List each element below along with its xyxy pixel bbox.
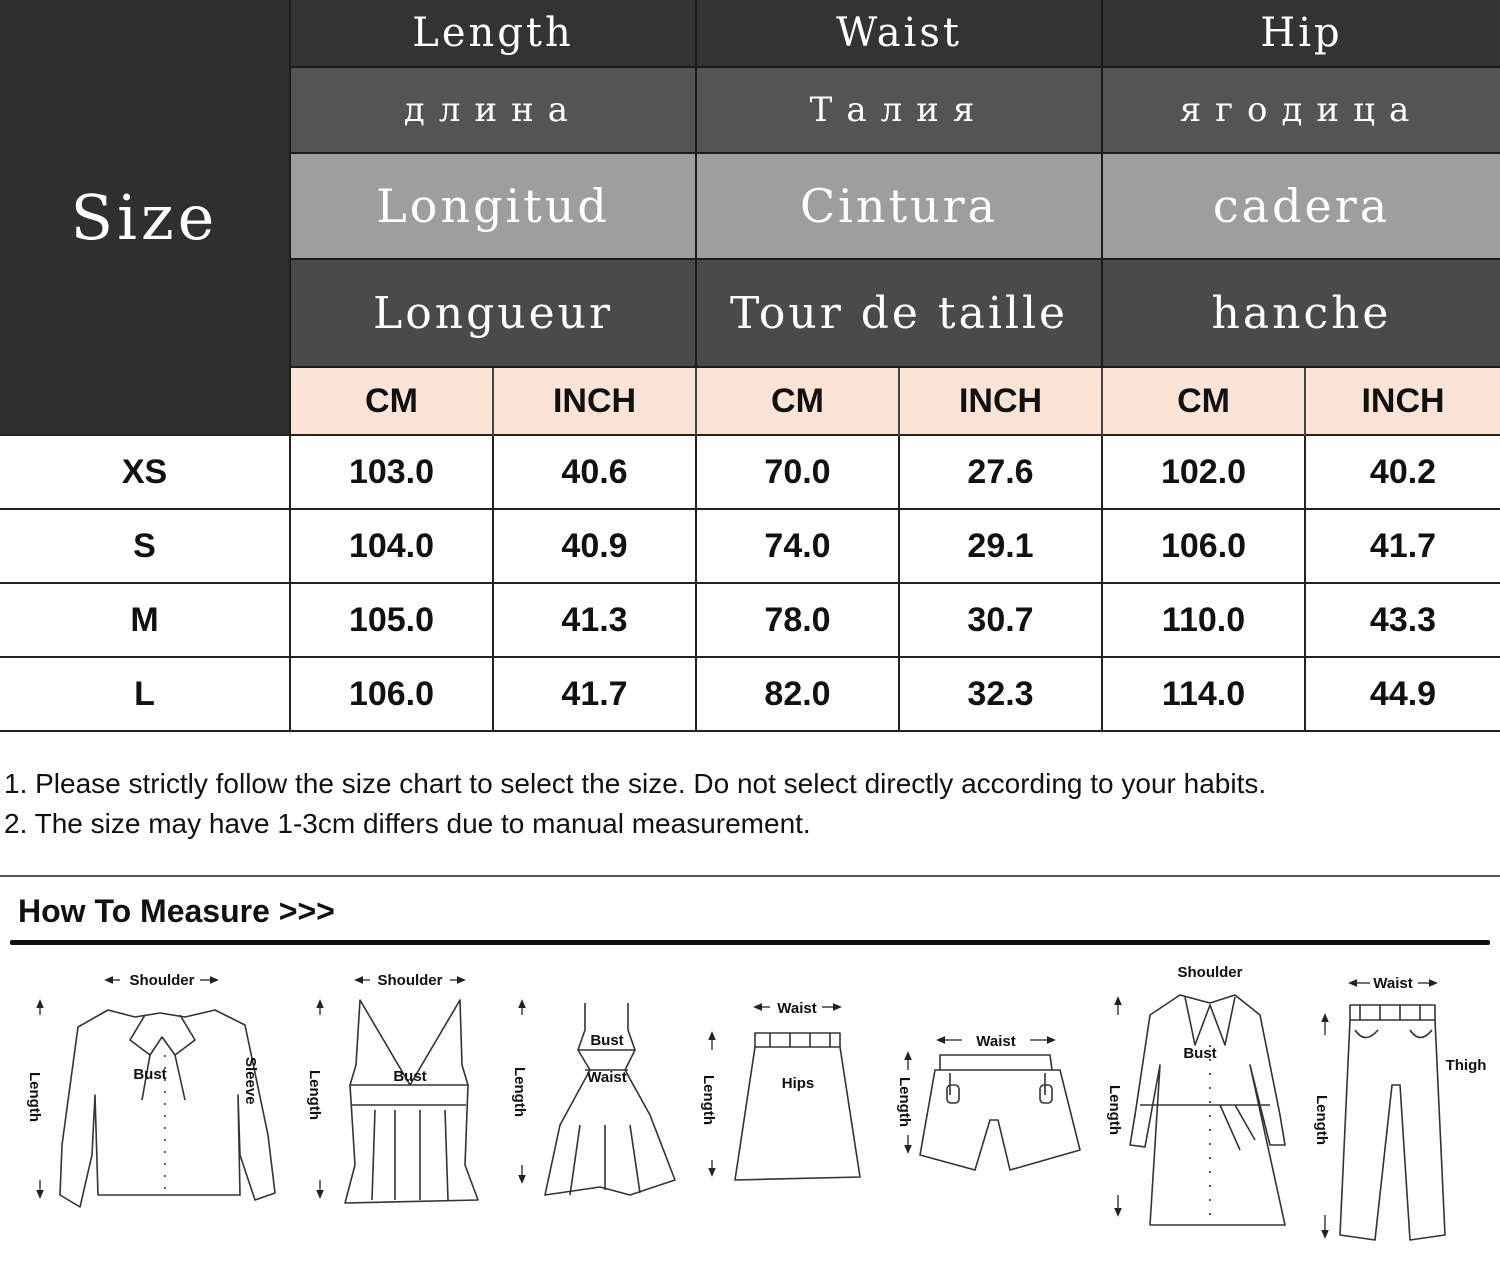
waist-header-ru: Талия xyxy=(696,67,1102,153)
skirt-icon xyxy=(735,1033,860,1180)
size-label: L xyxy=(0,657,290,731)
table-cell: 30.7 xyxy=(899,583,1102,657)
length-header-ru: длина xyxy=(290,67,696,153)
note-2: 2. The size may have 1-3cm differs due to manual measurement. xyxy=(4,808,811,839)
length-label: Length xyxy=(511,1067,528,1117)
length-header-fr: Longueur xyxy=(290,259,696,367)
table-cell: 102.0 xyxy=(1102,435,1305,509)
coat-icon xyxy=(1130,995,1285,1225)
table-cell: 70.0 xyxy=(696,435,899,509)
hip-header-ru: ягодица xyxy=(1102,67,1500,153)
waist-header-en: Waist xyxy=(696,0,1102,67)
bust-label: Bust xyxy=(393,1068,427,1085)
measurement-illustrations xyxy=(0,955,1500,1255)
how-to-measure-title: How To Measure >>> xyxy=(18,893,335,929)
size-label: S xyxy=(0,509,290,583)
table-cell: 104.0 xyxy=(290,509,493,583)
table-row xyxy=(0,509,1500,583)
length-header-en: Length xyxy=(290,0,696,67)
unit-header: CM xyxy=(696,367,899,435)
waist-label: Waist xyxy=(976,1033,1016,1050)
size-label: M xyxy=(0,583,290,657)
length-label: Length xyxy=(1313,1095,1330,1145)
table-cell: 40.6 xyxy=(493,435,696,509)
table-cell: 106.0 xyxy=(290,657,493,731)
waist-label: Waist xyxy=(777,1000,817,1017)
table-cell: 41.7 xyxy=(493,657,696,731)
divider xyxy=(10,940,1490,945)
table-row xyxy=(0,657,1500,731)
table-cell: 78.0 xyxy=(696,583,899,657)
tank-top-icon xyxy=(345,1000,478,1203)
size-notes xyxy=(4,764,1266,844)
length-header-es: Longitud xyxy=(290,153,696,259)
unit-header: CM xyxy=(290,367,493,435)
table-cell: 27.6 xyxy=(899,435,1102,509)
shoulder-label: Shoulder xyxy=(129,972,195,989)
length-label: Length xyxy=(896,1077,913,1127)
size-label: XS xyxy=(0,435,290,509)
table-cell: 82.0 xyxy=(696,657,899,731)
waist-header-fr: Tour de taille xyxy=(696,259,1102,367)
table-cell: 32.3 xyxy=(899,657,1102,731)
note-1: 1. Please strictly follow the size chart to select the size. Do not select directly according to your habits. xyxy=(4,768,1267,799)
shoulder-label: Shoulder xyxy=(377,972,443,989)
divider xyxy=(0,875,1500,877)
table-cell: 74.0 xyxy=(696,509,899,583)
table-cell: 40.2 xyxy=(1305,435,1500,509)
waist-label: Waist xyxy=(587,1069,627,1086)
bust-label: Bust xyxy=(1183,1045,1217,1062)
shoulder-label: Shoulder xyxy=(1177,964,1243,981)
table-cell: 29.1 xyxy=(899,509,1102,583)
jeans-icon xyxy=(1340,1005,1445,1240)
unit-header: INCH xyxy=(1305,367,1500,435)
hip-header-fr: hanche xyxy=(1102,259,1500,367)
table-cell: 41.3 xyxy=(493,583,696,657)
table-cell: 114.0 xyxy=(1102,657,1305,731)
bust-label: Bust xyxy=(590,1032,624,1049)
table-cell: 106.0 xyxy=(1102,509,1305,583)
table-cell: 41.7 xyxy=(1305,509,1500,583)
table-cell: 40.9 xyxy=(493,509,696,583)
size-header: Size xyxy=(0,0,290,435)
unit-header: INCH xyxy=(493,367,696,435)
bust-label: Bust xyxy=(133,1066,167,1083)
table-cell: 105.0 xyxy=(290,583,493,657)
waist-header-es: Cintura xyxy=(696,153,1102,259)
table-cell: 43.3 xyxy=(1305,583,1500,657)
blouse-icon xyxy=(60,1010,275,1207)
hip-header-en: Hip xyxy=(1102,0,1500,67)
length-label: Length xyxy=(306,1070,323,1120)
length-label: Length xyxy=(700,1075,717,1125)
unit-header: CM xyxy=(1102,367,1305,435)
table-row xyxy=(0,435,1500,509)
shorts-icon xyxy=(920,1055,1080,1170)
table-cell: 44.9 xyxy=(1305,657,1500,731)
length-label: Length xyxy=(26,1072,43,1122)
hips-label: Hips xyxy=(781,1075,815,1092)
unit-header: INCH xyxy=(899,367,1102,435)
length-label: Length xyxy=(1106,1085,1123,1135)
sleeve-label: Sleeve xyxy=(242,1057,259,1105)
table-row xyxy=(0,583,1500,657)
table-cell: 110.0 xyxy=(1102,583,1305,657)
hip-header-es: cadera xyxy=(1102,153,1500,259)
table-cell: 103.0 xyxy=(290,435,493,509)
thigh-label: Thigh xyxy=(1445,1057,1487,1074)
waist-label: Waist xyxy=(1373,975,1413,992)
